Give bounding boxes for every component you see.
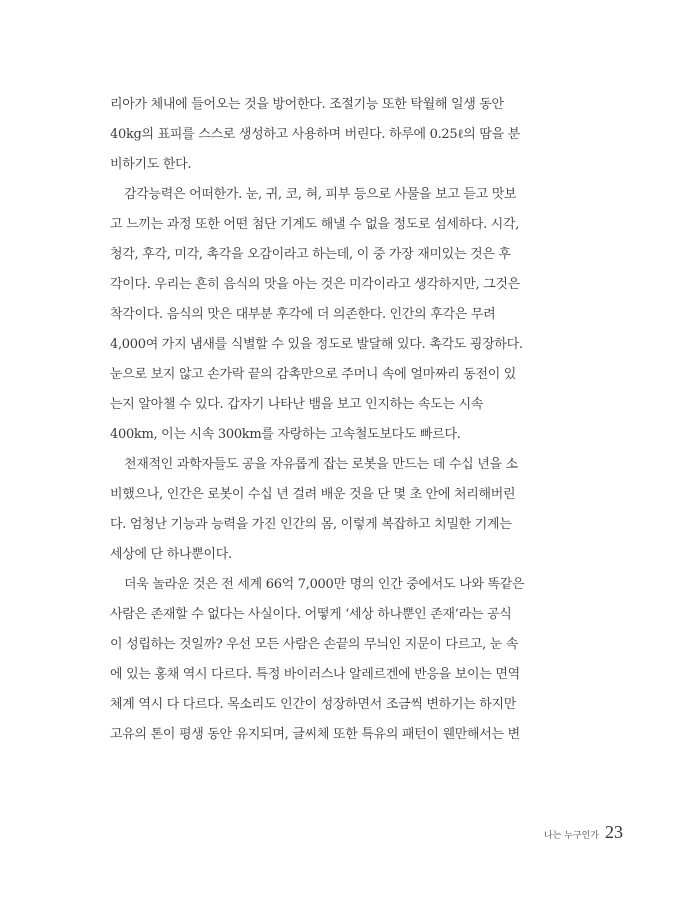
text-line: 고유의 톤이 평생 동안 유지되며, 글씨체 또한 특유의 패턴이 웬만해서는 변 <box>110 727 520 742</box>
text-line: 고 느끼는 과정 또한 어떤 첨단 기계도 해낼 수 없을 정도로 섬세하다. 시각, <box>110 217 520 232</box>
text-line: 에 있는 홍채 역시 다르다. 특정 바이러스나 알레르겐에 반응을 보이는 면역 <box>110 667 520 682</box>
text-line: 4,000여 가지 냄새를 식별할 수 있을 정도로 발달해 있다. 촉각도 굉장하다. <box>110 337 523 352</box>
text-line: 40kg의 표피를 스스로 생성하고 사용하며 버린다. 하루에 0.25ℓ의 땀을 분 <box>110 127 520 142</box>
text-line: 세상에 단 하나뿐이다. <box>110 547 232 562</box>
text-line: 이 성립하는 것일까? 우선 모든 사람은 손끝의 무늬인 지문이 다르고, 눈 속 <box>110 637 519 652</box>
text-line: 착각이다. 음식의 맛은 대부분 후각에 더 의존한다. 인간의 후각은 무려 <box>110 307 496 322</box>
text-line: 400km, 이는 시속 300km를 자랑하는 고속철도보다도 빠르다. <box>110 427 461 442</box>
text-line: 비했으나, 인간은 로봇이 수십 년 걸려 배운 것을 단 몇 초 안에 처리해버린 <box>110 487 516 502</box>
page-footer <box>544 822 623 843</box>
text-line: 더욱 놀라운 것은 전 세계 66억 7,000만 명의 인간 중에서도 나와 똑같은 <box>124 577 525 592</box>
text-line: 청각, 후각, 미각, 촉각을 오감이라고 하는데, 이 중 가장 재미있는 것은 후 <box>110 247 511 262</box>
running-title: 나는 누구인가 <box>543 831 599 841</box>
text-line: 사람은 존재할 수 없다는 사실이다. 어떻게 ‘세상 하나뿐인 존재’라는 공식 <box>110 607 512 622</box>
text-line: 리아가 체내에 들어오는 것을 방어한다. 조절기능 또한 탁월해 일생 동안 <box>110 97 504 112</box>
text-line: 다. 엄청난 기능과 능력을 가진 인간의 몸, 이렇게 복잡하고 치밀한 기계는 <box>110 517 512 532</box>
text-line: 체계 역시 다 다르다. 목소리도 인간이 성장하면서 조금씩 변하기는 하지만 <box>110 697 517 712</box>
body-text <box>110 90 586 750</box>
text-line: 비하기도 한다. <box>110 157 192 172</box>
text-line: 각이다. 우리는 흔히 음식의 맛을 아는 것은 미각이라고 생각하지만, 그것은 <box>110 277 520 292</box>
text-line: 천재적인 과학자들도 공을 자유롭게 잡는 로봇을 만드는 데 수십 년을 소 <box>124 457 518 472</box>
text-line: 눈으로 보지 않고 손가락 끝의 감촉만으로 주머니 속에 얼마짜리 동전이 있 <box>110 367 517 382</box>
page-number: 23 <box>605 822 623 842</box>
text-line: 는지 알아챌 수 있다. 갑자기 나타난 뱀을 보고 인지하는 속도는 시속 <box>110 397 484 412</box>
text-line: 감각능력은 어떠한가. 눈, 귀, 코, 혀, 피부 등으로 사물을 보고 듣고 맛보 <box>124 187 517 202</box>
